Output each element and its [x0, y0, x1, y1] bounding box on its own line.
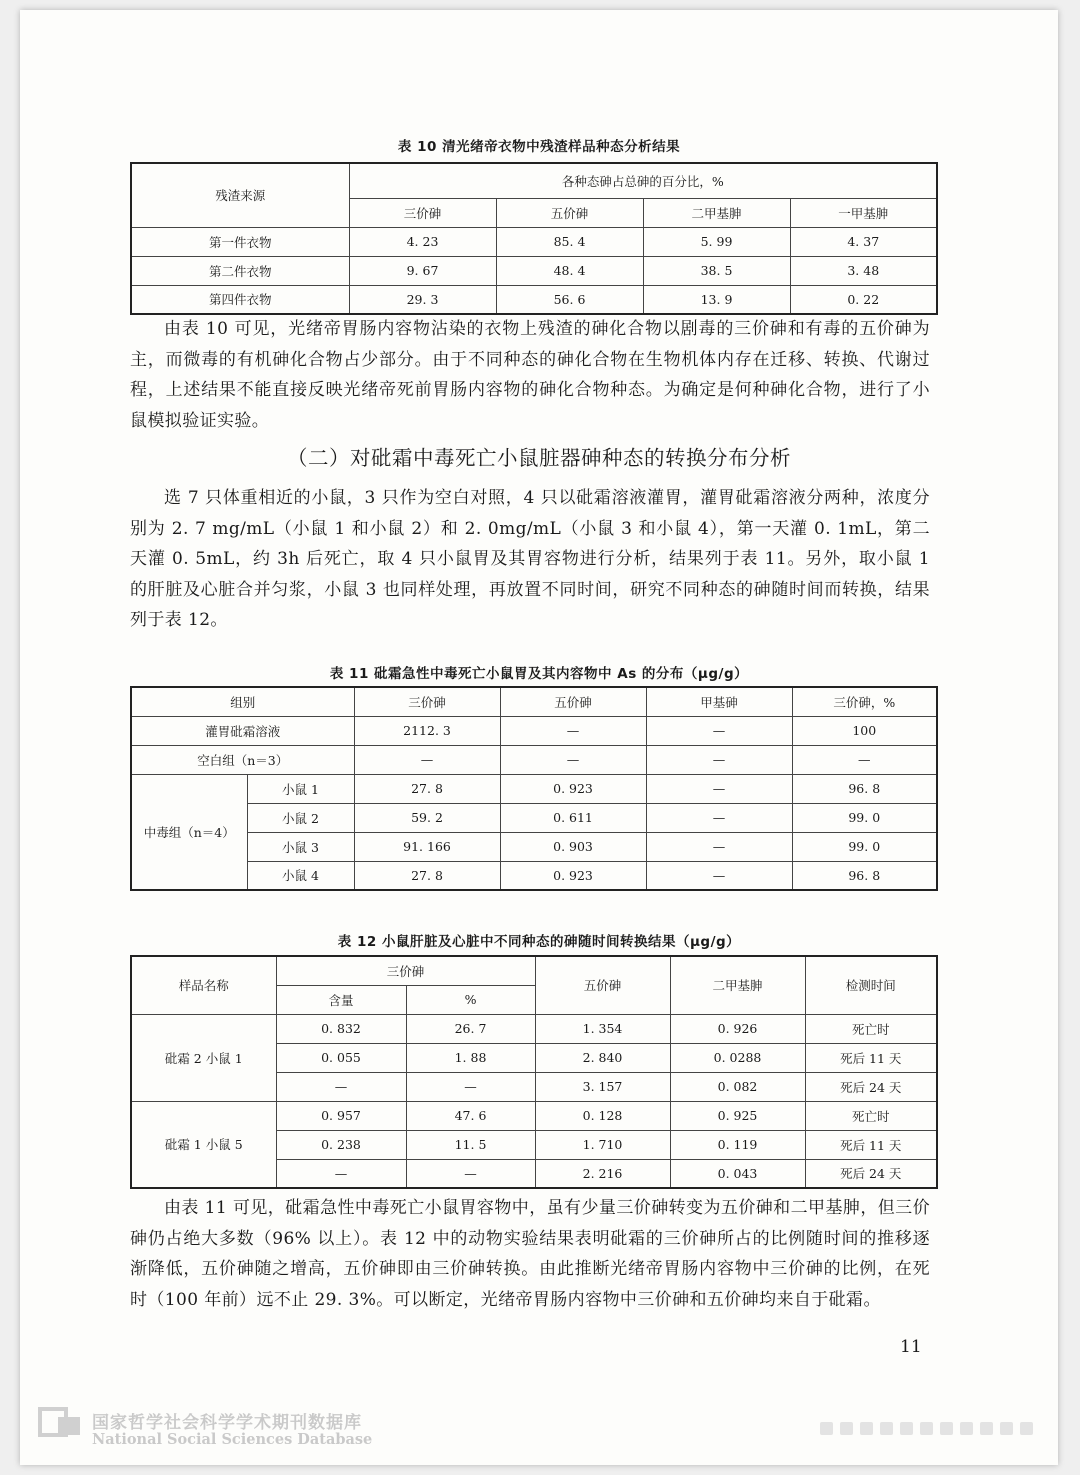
cell: 0. 082 [670, 1072, 805, 1101]
cell: — [792, 745, 937, 774]
cell: 13. 9 [643, 285, 790, 314]
watermark-cn: 国家哲学社会科学学术期刊数据库 [92, 1413, 362, 1433]
cell: 11. 5 [406, 1130, 535, 1159]
row-label: 第二件衣物 [131, 256, 349, 285]
cell: 0. 926 [670, 1014, 805, 1043]
cell: — [500, 745, 646, 774]
table12-header-dma: 二甲基胂 [670, 956, 805, 1014]
table-row [131, 832, 937, 861]
paragraph-1: 由表 10 可见，光绪帝胃肠内容物沾染的衣物上残渣的砷化合物以剧毒的三价砷和有毒的五价砷为主，而微毒的有机砷化合物占少部分。由于不同种态的砷化合物在生物机体内存在迁移、转换、代谢过程，上述结果不能直接反映光绪帝死前胃肠内容物的砷化合物种态。为确定是何种砷化合物，进行了小鼠模拟验证实验。 [130, 319, 930, 431]
cell: 2. 840 [535, 1043, 670, 1072]
cell: 0. 923 [500, 774, 646, 803]
cell: — [276, 1072, 406, 1101]
table10-header-source: 残渣来源 [131, 163, 349, 227]
watermark-en: National Social Sciences Database [92, 1431, 373, 1448]
cell: — [276, 1159, 406, 1188]
cell: 4. 23 [349, 227, 496, 256]
table12-header-as3: 三价砷 [276, 956, 535, 985]
watermark-dots [820, 1422, 1050, 1438]
cell: 1. 88 [406, 1043, 535, 1072]
table11-col: 五价砷 [500, 687, 646, 716]
table11-col: 三价砷，% [792, 687, 937, 716]
cell: 0. 611 [500, 803, 646, 832]
row-label: 小鼠 2 [247, 803, 354, 832]
table-row [131, 227, 937, 256]
table10 [130, 162, 938, 315]
table11-col: 三价砷 [354, 687, 500, 716]
table10-col: 二甲基胂 [643, 198, 790, 227]
cell: 5. 99 [643, 227, 790, 256]
table12-caption: 表 12 小鼠肝脏及心脏中不同种态的砷随时间转换结果（μg/g） [337, 934, 741, 950]
cell: 96. 8 [792, 861, 937, 890]
cell: — [646, 774, 792, 803]
row-label: 第四件衣物 [131, 285, 349, 314]
cell: 99. 0 [792, 803, 937, 832]
cell: 0. 925 [670, 1101, 805, 1130]
cell: 0. 957 [276, 1101, 406, 1130]
cell: 死亡时 [805, 1014, 937, 1043]
row-label: 空白组（n＝3） [131, 745, 354, 774]
cell: 0. 119 [670, 1130, 805, 1159]
table10-col: 三价砷 [349, 198, 496, 227]
table10-header-group: 各种态砷占总砷的百分比，% [349, 163, 937, 198]
group-label: 中毒组（n＝4） [131, 774, 247, 890]
cell: — [646, 803, 792, 832]
cell: 死后 11 天 [805, 1130, 937, 1159]
cell: 38. 5 [643, 256, 790, 285]
cell: 59. 2 [354, 803, 500, 832]
cell: 99. 0 [792, 832, 937, 861]
cell: 56. 6 [496, 285, 643, 314]
cell: 0. 043 [670, 1159, 805, 1188]
table12-header-content: 含量 [276, 985, 406, 1014]
row-label: 灌胃砒霜溶液 [131, 716, 354, 745]
cell: — [646, 716, 792, 745]
table-row [131, 1101, 937, 1130]
cell: 0. 22 [790, 285, 937, 314]
cell: 0. 238 [276, 1130, 406, 1159]
table-row [131, 716, 937, 745]
cell: 4. 37 [790, 227, 937, 256]
cell: 100 [792, 716, 937, 745]
document-page [20, 10, 1058, 1465]
cell: 96. 8 [792, 774, 937, 803]
cell: — [646, 832, 792, 861]
cell: 2112. 3 [354, 716, 500, 745]
table10-col: 一甲基胂 [790, 198, 937, 227]
group-label: 砒霜 1 小鼠 5 [131, 1101, 276, 1188]
row-label: 小鼠 4 [247, 861, 354, 890]
table11-col: 组别 [131, 687, 354, 716]
cell: 1. 710 [535, 1130, 670, 1159]
table-row [131, 774, 937, 803]
paragraph-3: 由表 11 可见，砒霜急性中毒死亡小鼠胃容物中，虽有少量三价砷转变为五价砷和二甲基胂，但三价砷仍占绝大多数（96% 以上）。表 12 中的动物实验结果表明砒霜的三价砷所占的比例随时间的推移逐渐降低，五价砷随之增高，五价砷即由三价砷转换。由此推断光绪帝胃肠内容物中三价砷的比例，在死时（100 年前）远不止 29. 3%。可以断定，光绪帝胃肠内容物中三价砷和五价砷均来自于砒霜。 [130, 1198, 930, 1310]
database-logo-icon [38, 1405, 82, 1439]
page-number: 11 [900, 1337, 922, 1357]
group-label: 砒霜 2 小鼠 1 [131, 1014, 276, 1101]
cell: 0. 128 [535, 1101, 670, 1130]
cell: 27. 8 [354, 861, 500, 890]
table-row [131, 1014, 937, 1043]
table12-header-time: 检测时间 [805, 956, 937, 1014]
table10-caption: 表 10 清光绪帝衣物中残渣样品种态分析结果 [397, 139, 681, 155]
cell: 0. 923 [500, 861, 646, 890]
cell: 47. 6 [406, 1101, 535, 1130]
cell: 48. 4 [496, 256, 643, 285]
table12 [130, 955, 938, 1189]
cell: 3. 157 [535, 1072, 670, 1101]
row-label: 小鼠 1 [247, 774, 354, 803]
cell: 26. 7 [406, 1014, 535, 1043]
section-heading: （二）对砒霜中毒死亡小鼠脏器砷种态的转换分布分析 [287, 446, 791, 470]
cell: 0. 055 [276, 1043, 406, 1072]
table-row [131, 803, 937, 832]
table11-col: 甲基砷 [646, 687, 792, 716]
table11 [130, 686, 938, 891]
cell: 死后 24 天 [805, 1072, 937, 1101]
table11-caption: 表 11 砒霜急性中毒死亡小鼠胃及其内容物中 As 的分布（μg/g） [329, 666, 749, 682]
table12-header-as5: 五价砷 [535, 956, 670, 1014]
cell: — [354, 745, 500, 774]
cell: 91. 166 [354, 832, 500, 861]
cell: 死后 24 天 [805, 1159, 937, 1188]
cell: 死后 11 天 [805, 1043, 937, 1072]
cell: — [406, 1159, 535, 1188]
cell: — [406, 1072, 535, 1101]
table12-header-sample: 样品名称 [131, 956, 276, 1014]
table-row [131, 861, 937, 890]
cell: 29. 3 [349, 285, 496, 314]
cell: 死亡时 [805, 1101, 937, 1130]
table-row [131, 256, 937, 285]
paragraph-2: 选 7 只体重相近的小鼠，3 只作为空白对照，4 只以砒霜溶液灌胃，灌胃砒霜溶液分两种，浓度分别为 2. 7 mg/mL（小鼠 1 和小鼠 2）和 2. 0mg/mL（小鼠 3 和小鼠 4），第一天灌 0. 1mL，第二天灌 0. 5mL，约 3h 后死亡，取 4 只小鼠胃及其胃容物进行分析，结果列于表 11。另外，取小鼠 1 的肝脏及心脏合并匀浆，小鼠 3 也同样处理，再放置不同时间，研究不同种态的砷随时间而转换，结果列于表 12。 [130, 488, 930, 630]
cell: — [646, 861, 792, 890]
table-row [131, 745, 937, 774]
cell: 0. 832 [276, 1014, 406, 1043]
cell: 3. 48 [790, 256, 937, 285]
cell: 9. 67 [349, 256, 496, 285]
table12-header-pct: % [406, 985, 535, 1014]
cell: 0. 0288 [670, 1043, 805, 1072]
cell: 0. 903 [500, 832, 646, 861]
table10-col: 五价砷 [496, 198, 643, 227]
cell: 27. 8 [354, 774, 500, 803]
cell: 2. 216 [535, 1159, 670, 1188]
cell: — [646, 745, 792, 774]
table-row [131, 285, 937, 314]
cell: — [500, 716, 646, 745]
row-label: 小鼠 3 [247, 832, 354, 861]
row-label: 第一件衣物 [131, 227, 349, 256]
cell: 1. 354 [535, 1014, 670, 1043]
cell: 85. 4 [496, 227, 643, 256]
